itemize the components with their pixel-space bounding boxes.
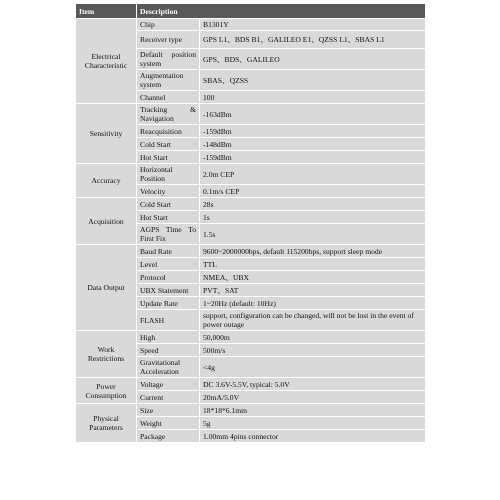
table-row	[76, 404, 426, 417]
value-cell: SBAS、QZSS	[200, 70, 426, 91]
value-cell: 1.5s	[200, 224, 426, 245]
parameter-cell: Velocity	[137, 185, 200, 198]
parameter-cell: Cold Start	[137, 198, 200, 211]
value-cell: DC 3.6V-5.5V, typical: 5.0V	[200, 378, 426, 391]
table-row	[76, 378, 426, 391]
parameter-cell: Update Rate	[137, 297, 200, 310]
value-cell: 28s	[200, 198, 426, 211]
header-item: Item	[76, 4, 137, 19]
parameter-cell: UBX Statement	[137, 284, 200, 297]
parameter-cell: Current	[137, 391, 200, 404]
parameter-cell: Voltage	[137, 378, 200, 391]
parameter-cell: Augmentation system	[137, 70, 200, 91]
value-cell: GPS L1、BDS B1、GALILEO E1、QZSS L1、SBAS L1	[200, 31, 426, 49]
header-row	[76, 4, 426, 19]
value-cell: 0.1m/s CEP	[200, 185, 426, 198]
parameter-cell: Chip	[137, 19, 200, 31]
table-row	[76, 164, 426, 185]
value-cell: 50,000m	[200, 331, 426, 344]
value-cell: 1~20Hz (default: 10Hz)	[200, 297, 426, 310]
value-cell: -163dBm	[200, 104, 426, 125]
parameter-cell: Default position system	[137, 49, 200, 70]
value-cell: -159dBm	[200, 151, 426, 164]
category-cell: Acquisition	[76, 198, 137, 245]
parameter-cell: Horizontal Position	[137, 164, 200, 185]
value-cell: 500m/s	[200, 344, 426, 357]
value-cell: 9600~2000000bps, default 115200bps, support sleep mode	[200, 245, 426, 258]
parameter-cell: Speed	[137, 344, 200, 357]
parameter-cell: AGPS Time To First Fix	[137, 224, 200, 245]
category-cell: Work Restrictions	[76, 331, 137, 378]
parameter-cell: Protocol	[137, 271, 200, 284]
value-cell: -148dBm	[200, 138, 426, 151]
spec-body	[76, 19, 426, 443]
table-row	[76, 19, 426, 31]
parameter-cell: High	[137, 331, 200, 344]
category-cell: Electrical Characteristic	[76, 19, 137, 104]
table-row	[76, 331, 426, 344]
parameter-cell: Size	[137, 404, 200, 417]
value-cell: support, configuration can be changed, will not be lost in the event of power outage	[200, 310, 426, 331]
category-cell: Accuracy	[76, 164, 137, 198]
value-cell: 2.0m CEP	[200, 164, 426, 185]
value-cell: 100	[200, 91, 426, 104]
table-row	[76, 198, 426, 211]
parameter-cell: Channel	[137, 91, 200, 104]
parameter-cell: Package	[137, 430, 200, 443]
parameter-cell: Cold Start	[137, 138, 200, 151]
parameter-cell: Gravitational Acceleration	[137, 357, 200, 378]
value-cell: 1.00mm 4pins connector	[200, 430, 426, 443]
parameter-cell: Weight	[137, 417, 200, 430]
category-cell: Data Output	[76, 245, 137, 331]
category-cell: Physical Parameters	[76, 404, 137, 443]
category-cell: Sensitivity	[76, 104, 137, 164]
value-cell: 1s	[200, 211, 426, 224]
parameter-cell: Hot Start	[137, 151, 200, 164]
category-cell: Power Consumption	[76, 378, 137, 404]
spec-table	[75, 3, 426, 443]
parameter-cell: FLASH	[137, 310, 200, 331]
parameter-cell: Hot Start	[137, 211, 200, 224]
value-cell: GPS、BDS、GALILEO	[200, 49, 426, 70]
parameter-cell: Tracking & Navigation	[137, 104, 200, 125]
table-row	[76, 104, 426, 125]
value-cell: 18*18*6.1mm	[200, 404, 426, 417]
value-cell: TTL	[200, 258, 426, 271]
table-row	[76, 245, 426, 258]
header-description: Description	[137, 4, 426, 19]
parameter-cell: Baud Rate	[137, 245, 200, 258]
value-cell: PVT、SAT	[200, 284, 426, 297]
value-cell: B1301Y	[200, 19, 426, 31]
parameter-cell: Reacquisition	[137, 125, 200, 138]
parameter-cell: Level	[137, 258, 200, 271]
value-cell: NMEA、UBX	[200, 271, 426, 284]
parameter-cell: Receiver type	[137, 31, 200, 49]
value-cell: <4g	[200, 357, 426, 378]
value-cell: 20mA/5.0V	[200, 391, 426, 404]
value-cell: 5g	[200, 417, 426, 430]
value-cell: -159dBm	[200, 125, 426, 138]
